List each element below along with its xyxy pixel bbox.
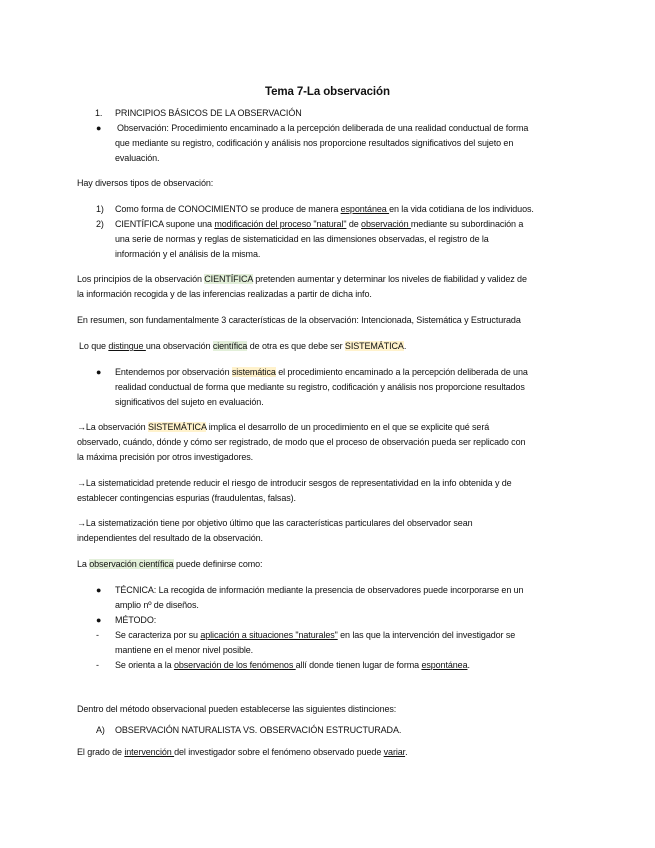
list-item-continuation: información y el análisis de la misma. — [115, 249, 261, 259]
list-number: 1) — [96, 204, 104, 214]
definition-line: evaluación. — [115, 153, 160, 163]
bullet-line: TÉCNICA: La recogida de información mediante la presencia de observadores puede incorporarse en un — [115, 585, 524, 595]
arrow-paragraph-line: establecer contingencias espurias (fraudulentas, falsas). — [77, 493, 296, 503]
summary-line: En resumen, son fundamentalmente 3 características de la observación: Intencionada, Sistemática y Estructurada — [77, 315, 521, 325]
definition-line: que mediante su registro, codificación y análisis nos proporcione resultados significativos del sujeto en — [115, 138, 514, 148]
section-heading: PRINCIPIOS BÁSICOS DE LA OBSERVACIÓN — [115, 108, 302, 118]
bullet-line: amplio nº de diseños. — [115, 600, 199, 610]
dash-icon: - — [96, 630, 99, 640]
dash-icon: - — [96, 660, 99, 670]
list-item: CIENTÍFICA supone una modificación del proceso "natural" de observación mediante su subordinación a — [115, 219, 524, 229]
arrow-paragraph-line: la máxima precisión por otros investigadores. — [77, 452, 254, 462]
bullet-line: realidad conductual de forma que mediante su registro, codificación y análisis nos proporcione resultados — [115, 382, 525, 392]
scientific-intro: La observación científica puede definirse como: — [77, 559, 263, 569]
types-intro: Hay diversos tipos de observación: — [77, 178, 214, 188]
distinctions-intro: Dentro del método observacional pueden establecerse las siguientes distinciones: — [77, 704, 397, 714]
paragraph-line: Los principios de la observación CIENTÍFICA pretenden aumentar y determinar los niveles de fiabilidad y validez de — [77, 274, 527, 284]
section-number: 1. — [95, 108, 103, 118]
bullet-icon: ● — [96, 585, 102, 595]
list-number: 2) — [96, 219, 104, 229]
bullet-icon: ● — [96, 615, 102, 625]
arrow-paragraph-line: →La sistematicidad pretende reducir el riesgo de introducir sesgos de representatividad en la info obtenida y de — [77, 478, 512, 488]
list-item-continuation: una serie de normas y reglas de sistematicidad en las dimensiones observadas, el registro de la — [115, 234, 489, 244]
arrow-paragraph-line: →La sistematización tiene por objetivo último que las características particulares del observador sean — [77, 518, 473, 528]
distinguish-line: Lo que distingue una observación científica de otra es que debe ser SISTEMÁTICA. — [79, 341, 407, 351]
bullet-line: significativos del sujeto en evaluación. — [115, 397, 264, 407]
distinction-label: A) — [96, 725, 105, 735]
dash-item-continuation: mantiene en el menor nivel posible. — [115, 645, 254, 655]
dash-item: Se caracteriza por su aplicación a situaciones "naturales" en las que la intervención del investigador se — [115, 630, 516, 640]
paragraph-line: la información recogida y de las inferencias realizadas a partir de dicha info. — [77, 289, 372, 299]
page-title: Tema 7-La observación — [265, 86, 390, 98]
dash-item: Se orienta a la observación de los fenómenos allí donde tienen lugar de forma espontánea. — [115, 660, 470, 670]
bullet-line: Entendemos por observación sistemática el procedimiento encaminado a la percepción deliberada de una — [115, 367, 528, 377]
method-label: MÉTODO: — [115, 615, 157, 625]
bullet-icon: ● — [96, 367, 102, 377]
paragraph-line: El grado de intervención del investigador sobre el fenómeno observado puede variar. — [77, 747, 408, 757]
arrow-paragraph-line: observado, cuándo, dónde y cómo ser registrado, de modo que el proceso de observación pueda ser replicado con — [77, 437, 526, 447]
definition-line: Observación: Procedimiento encaminado a la percepción deliberada de una realidad conductual de forma — [117, 123, 529, 133]
arrow-paragraph-line: →La observación SISTEMÁTICA implica el desarrollo de un procedimiento en el que se explicite qué será — [77, 422, 490, 432]
arrow-paragraph-line: independientes del resultado de la observación. — [77, 533, 263, 543]
bullet-icon: ● — [96, 123, 102, 133]
list-item: Como forma de CONOCIMIENTO se produce de manera espontánea en la vida cotidiana de los individuos. — [115, 204, 534, 214]
distinction-heading: OBSERVACIÓN NATURALISTA VS. OBSERVACIÓN ESTRUCTURADA. — [115, 725, 402, 735]
